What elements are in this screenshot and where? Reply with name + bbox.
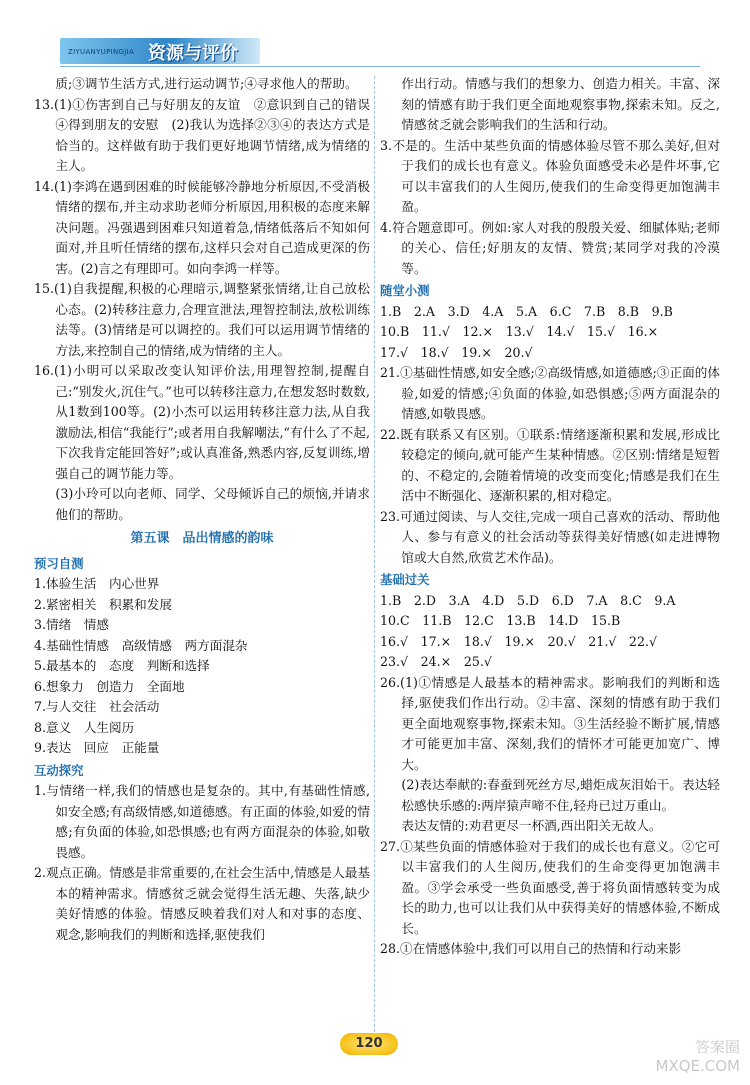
answer-paragraph: 表达友情的:劝君更尽一杯酒,西出阳关无故人。	[401, 818, 662, 833]
answer-paragraph: (3)小玲可以向老师、同学、父母倾诉自己的烦恼,并请求他们的帮助。	[55, 486, 370, 522]
answer-paragraph: 22.既有联系又有区别。①联系:情绪逐渐积累和发展,形成比较稳定的倾向,就可能产生某种情感。②区别:情绪是短暂的、不稳定的,会随着情境的改变而变化;情感是我们在生活中不断强化、逐渐积累的,相对稳定。	[380, 426, 720, 503]
answer-line: 9.表达 回应 正能量	[34, 740, 160, 755]
answer-line: 10.C 11.B 12.C 13.B 14.D 15.B	[380, 613, 621, 628]
answer-paragraph: 16.(1)小明可以采取改变认知评价法,用理智控制,提醒自己:“别发火,沉住气。”也可以转移注意力,在想发怒时数数,从1数到100等。(2)小杰可以运用转移注意力法,从自我激励法,相信“我能行”;或者用自我解嘲法,“有什么了不起,下次我肯定能回答好”;或认真准备,熟悉内容,反复训练,增强自己的调节能力等。	[34, 363, 370, 481]
left-column	[34, 74, 383, 945]
answer-line: 1.体验生活 内心世界	[34, 576, 160, 591]
answer-line: 7.与人交往 社会活动	[34, 699, 160, 714]
answer-paragraph: 14.(1)李鸿在遇到困难的时候能够冷静地分析原因,不受消极情绪的摆布,并主动求助老师分析原因,用积极的态度来解决问题。冯强遇到困难只知道着急,情绪低落后不知如何面对,并且听任情绪的摆布,这样只会对自己造成更深的伤害。(2)言之有理即可。如向李鸿一样等。	[34, 178, 370, 276]
answer-paragraph: 4.符合题意即可。例如:家人对我的殷殷关爱、细腻体贴;老师的关心、信任;好朋友的友情、赞赏;某同学对我的冷漠等。	[380, 219, 720, 276]
answer-line: 5.最基本的 态度 判断和选择	[34, 658, 210, 673]
answer-line: 17.√ 18.√ 19.× 20.√	[380, 344, 533, 360]
section-heading: 随堂小测	[380, 283, 430, 298]
watermark-logo: 答案圈 MXQE.COM	[655, 1038, 740, 1075]
page-header	[60, 34, 700, 66]
answer-paragraph: 27.①某些负面的情感体验对于我们的成长也有意义。②它可以丰富我们的人生阅历,使我们的生命变得更加饱满丰盈。③学会承受一些负面感受,善于将负面情感转变为成长的助力,也可以让我们从中获得美好的情感体验,不断成长。	[380, 838, 720, 936]
answer-line: 10.B 11.√ 12.× 13.√ 14.√ 15.√ 16.×	[380, 324, 659, 339]
lesson-title: 第五课 品出情感的韵味	[130, 531, 274, 546]
answer-line: 3.情绪 情感	[34, 617, 109, 632]
answer-paragraph: 质;③调节生活方式,进行运动调节;④寻求他人的帮助。	[55, 76, 358, 91]
answer-paragraph: 15.(1)自我提醒,积极的心理暗示,调整紧张情绪,让自己放松心态。(2)转移注意力,合理宣泄法,理智控制法,放松训练法等。(3)情绪是可以调控的。我们可以运用调节情绪的方法,来控制自己的情绪,成为情绪的主人。	[34, 281, 370, 358]
answer-line: 8.意义 人生阅历	[34, 719, 135, 735]
answer-paragraph: (2)表达奉献的:春蚕到死丝方尽,蜡炬成灰泪始干。表达轻松感快乐感的:两岸猿声啼不住,轻舟已过万重山。	[401, 777, 720, 813]
answer-paragraph: 1.与情绪一样,我们的情感也是复杂的。其中,有基础性情感,如安全感;有高级情感,如道德感。有正面的体验,如爱的情感;有负面的体验,如恐惧感;也有两方面混杂的体验,如敬畏感。	[34, 783, 370, 860]
answer-paragraph: 作出行动。情感与我们的想象力、创造力相关。丰富、深刻的情感有助于我们更全面地观察事物,探索未知。反之,情感贫乏就会影响我们的生活和行动。	[401, 76, 720, 132]
section-heading: 基础过关	[380, 572, 430, 587]
answer-paragraph: 13.(1)①伤害到自己与好朋友的友谊 ②意识到自己的错误 ④得到朋友的安慰 (2)我认为选择②③④的表达方式是恰当的。这样做有助于我们更好地调节情绪,成为情绪的主人。	[34, 96, 383, 173]
column-divider	[374, 76, 375, 1052]
page-number: 120	[340, 1033, 398, 1055]
answer-line: 4.基础性情感 高级情感 两方面混杂	[34, 637, 248, 653]
answer-line: 23.√ 24.× 25.√	[380, 654, 492, 669]
answer-line: 16.√ 17.× 18.√ 19.× 20.√ 21.√ 22.√	[380, 633, 657, 649]
answer-line: 6.想象力 创造力 全面地	[34, 678, 185, 694]
answer-paragraph: 23.可通过阅读、与人交往,完成一项自己喜欢的活动、帮助他人、参与有意义的社会活动等获得美好情感(如走进博物馆或大自然,欣赏艺术作品)。	[380, 508, 720, 565]
answer-paragraph: 26.(1)①情感是人最基本的精神需求。影响我们的判断和选择,驱使我们作出行动。②丰富、深刻的情感有助于我们更全面地观察事物,探索未知。③生活经验不断扩展,情感才可能更加丰富、深刻,我们的情怀才可能更加宽广、博大。	[380, 674, 720, 772]
header-rule	[60, 66, 700, 67]
answer-paragraph: 28.①在情感体验中,我们可以用自己的热情和行动来影	[380, 941, 682, 956]
answer-paragraph: 3.不是的。生活中某些负面的情感体验尽管不那么美好,但对于我们的成长也有意义。体验负面感受未必是件坏事,它可以丰富我们的人生阅历,使我们的生命变得更加饱满丰盈。	[380, 137, 720, 214]
header-title: 资源与评价	[148, 43, 238, 64]
answer-line: 1.B 2.D 3.A 4.D 5.D 6.D 7.A 8.C 9.A	[380, 592, 676, 608]
answer-line: 1.B 2.A 3.D 4.A 5.A 6.C 7.B 8.B 9.B	[380, 303, 673, 319]
section-heading: 互动探究	[34, 762, 84, 778]
section-heading: 预习自测	[34, 555, 84, 571]
right-column	[380, 74, 720, 960]
header-pinyin: ZIYUANYUPINGJIA	[68, 48, 135, 56]
answer-line: 2.紧密相关 积累和发展	[34, 596, 172, 612]
answer-paragraph: 21.①基础性情感,如安全感;②高级情感,如道德感;③正面的体验,如爱的情感;④负面的体验,如恐惧感;⑤两方面混杂的情感,如敬畏感。	[380, 365, 720, 421]
answer-paragraph: 2.观点正确。情感是非常重要的,在社会生活中,情感是人最基本的精神需求。情感贫乏就会觉得生活无趣、失落,缺少美好情感的体验。情感反映着我们对人和对事的态度、观念,影响我们的判断和选择,驱使我们	[34, 865, 370, 942]
